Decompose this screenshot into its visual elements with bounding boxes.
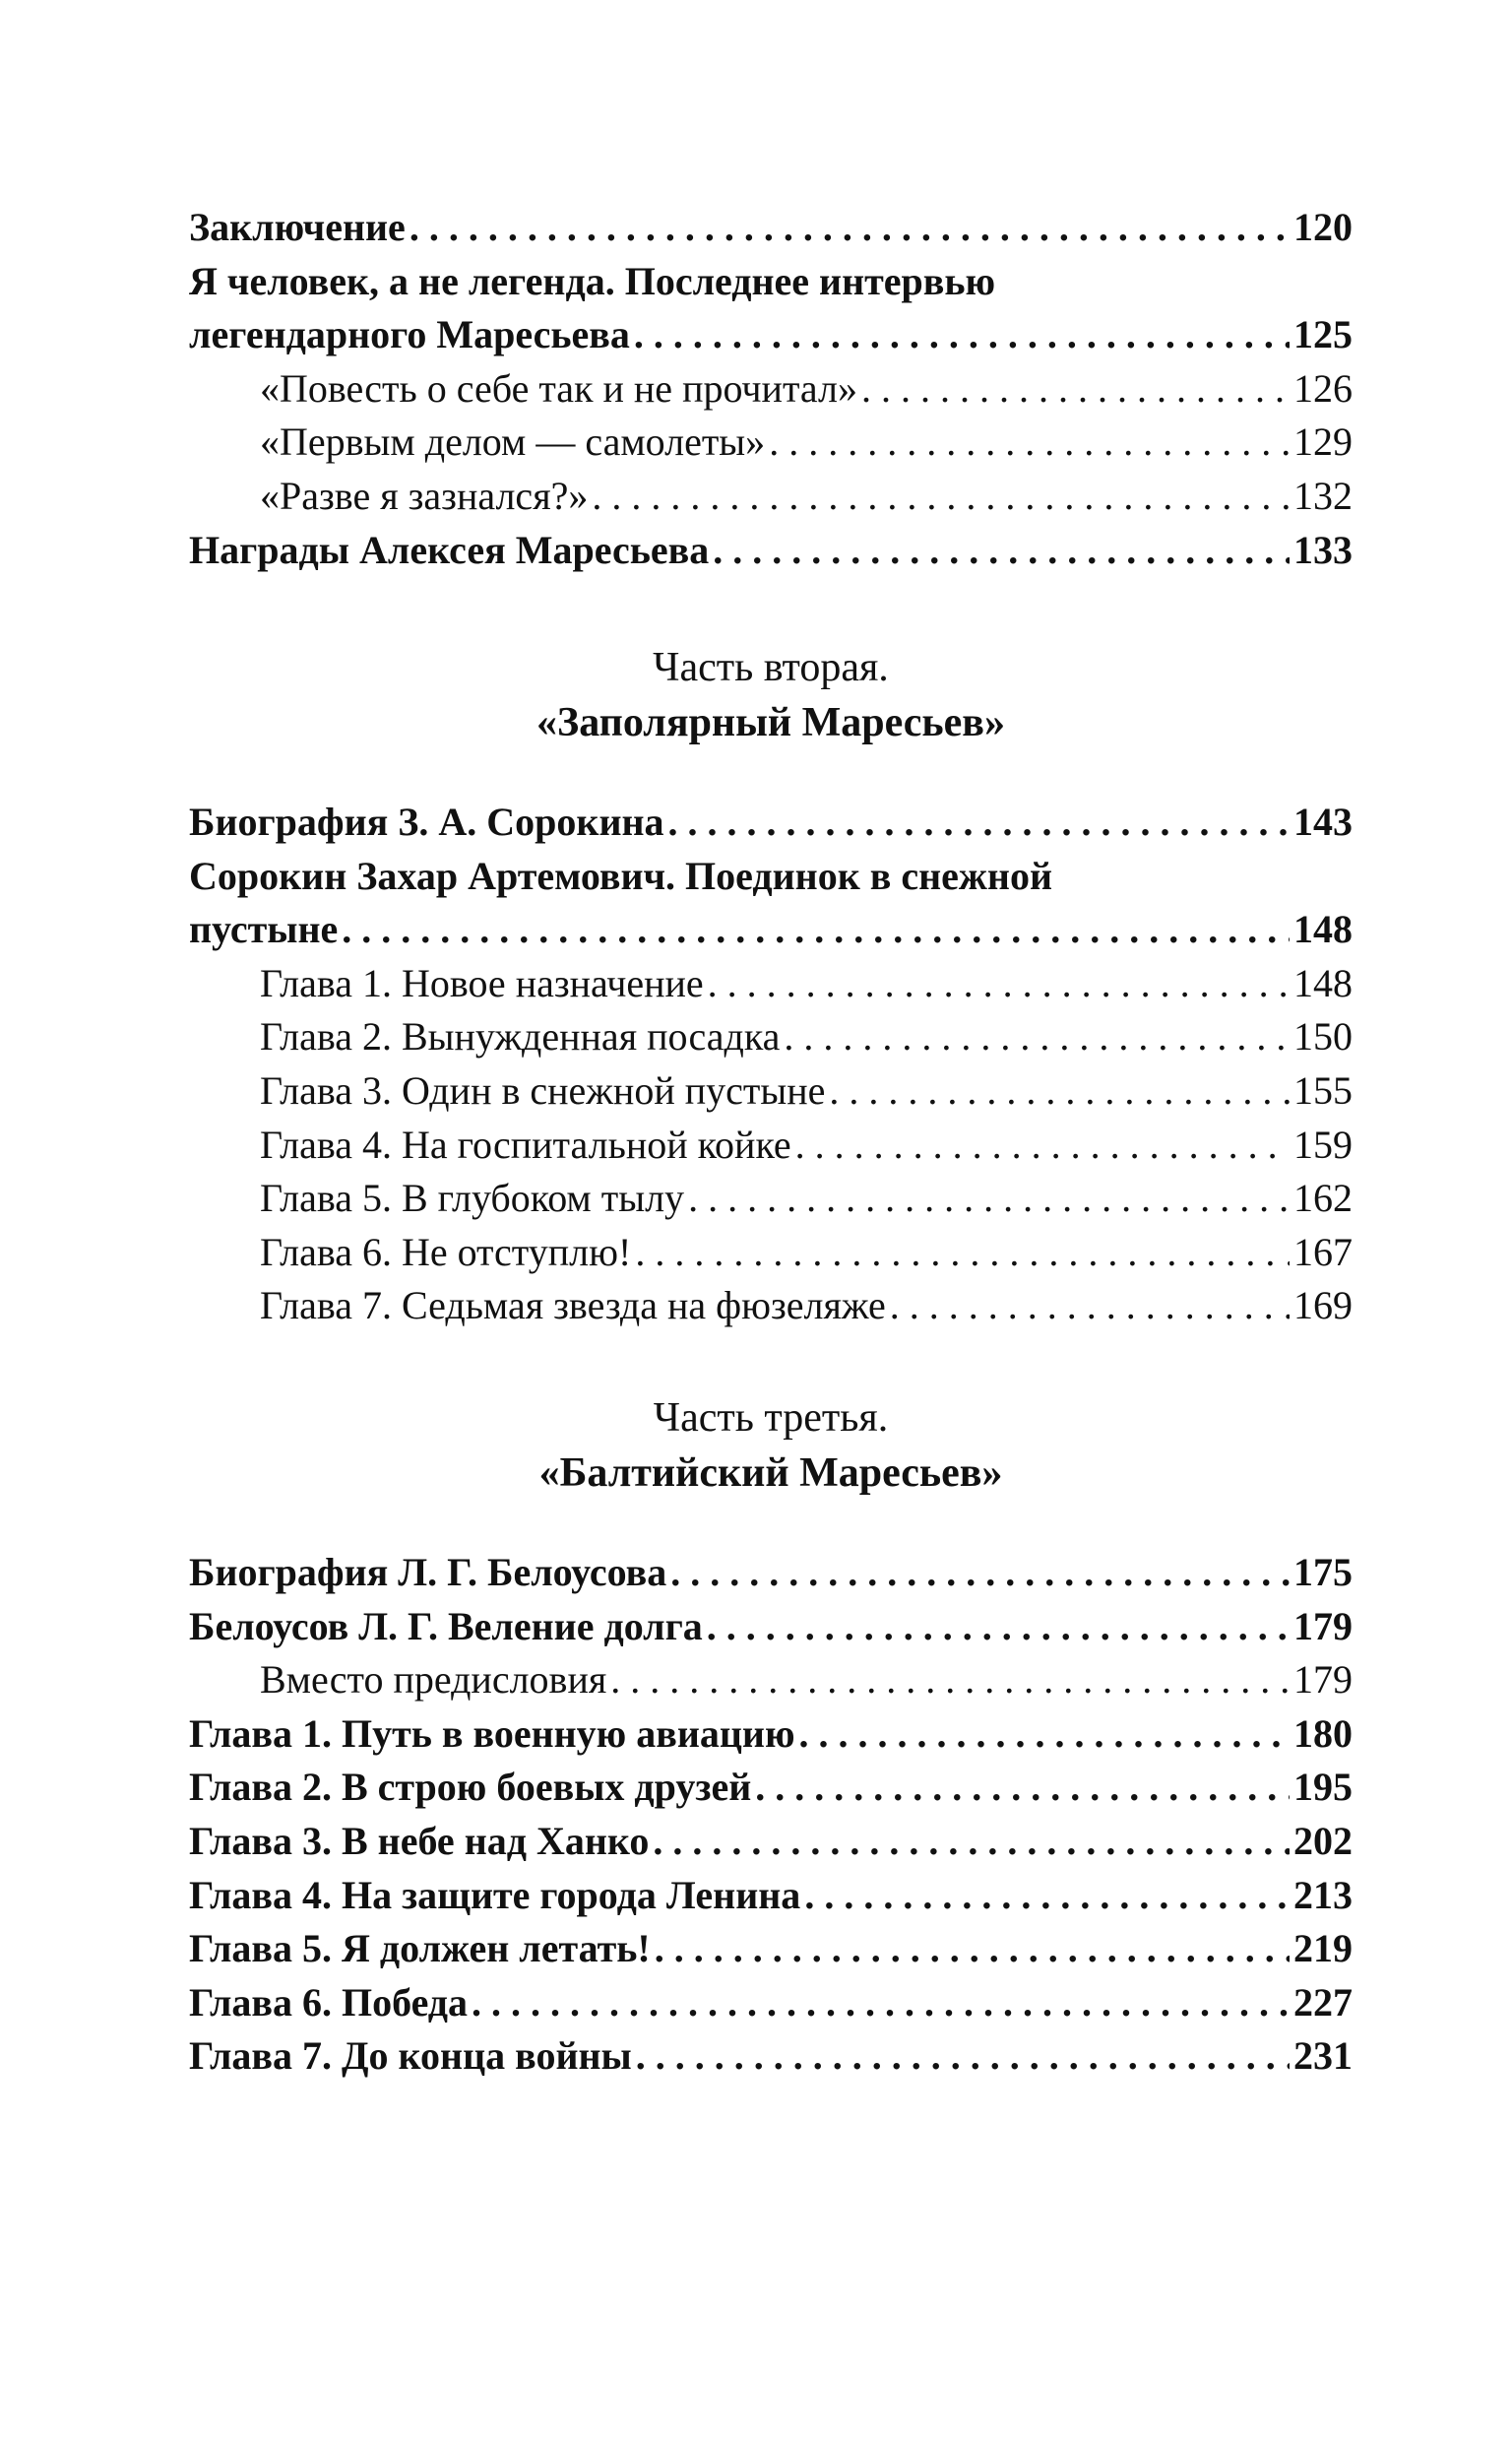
toc-entry-title: Глава 2. Вынужденная посадка	[260, 1014, 781, 1060]
toc-entry	[189, 1922, 1353, 1976]
toc-entry	[189, 1010, 1353, 1064]
toc-entry	[189, 957, 1353, 1011]
toc-entry-page-number: 195	[1293, 1765, 1353, 1810]
dot-leader	[707, 1600, 1290, 1654]
toc-entry	[189, 1653, 1353, 1707]
toc-entry-page-number: 143	[1293, 800, 1353, 844]
toc-entry	[189, 416, 1353, 470]
toc-entry-title: Глава 6. Победа	[189, 1979, 469, 2025]
toc-entry-title: Заключение	[189, 205, 406, 249]
toc-entry-page-number: 120	[1293, 205, 1353, 249]
toc-entry-title: «Первым делом — самолеты»	[260, 419, 766, 465]
toc-entry	[189, 255, 1353, 362]
toc-entry-page-number: 126	[1293, 365, 1353, 411]
toc-entry-title: Глава 1. Путь в военную авиацию	[189, 1710, 795, 1756]
toc-entry-title: Глава 2. В строю боевых друзей	[189, 1765, 752, 1810]
dot-leader	[670, 1546, 1290, 1600]
part-two-title: «Заполярный Маресьев»	[536, 700, 1005, 745]
dot-leader	[653, 1815, 1290, 1869]
toc-entry	[189, 1761, 1353, 1815]
dot-leader	[890, 1279, 1290, 1333]
toc-entry	[189, 524, 1353, 578]
toc-entry	[189, 1976, 1353, 2030]
toc-entry-title: Награды Алексея Маресьева	[189, 527, 710, 572]
dot-leader	[755, 1761, 1290, 1815]
toc-entry-page-number: 148	[1293, 907, 1353, 952]
toc-entry-page-number: 227	[1293, 1979, 1353, 2025]
toc-entry-title: Белоусов Л. Г. Веление долга	[189, 1603, 703, 1648]
dot-leader	[635, 1226, 1290, 1280]
dot-leader	[713, 524, 1290, 578]
toc-entry-page-number: 180	[1293, 1710, 1353, 1756]
dot-leader	[829, 1064, 1290, 1119]
toc-entry-title: Глава 1. Новое назначение	[260, 960, 704, 1005]
toc-entry-title: Биография З. А. Сорокина	[189, 800, 664, 844]
dot-leader	[708, 957, 1290, 1011]
toc-entry-page-number: 213	[1293, 1872, 1353, 1917]
toc-entry-page-number: 231	[1293, 2033, 1353, 2079]
toc-entry	[189, 1869, 1353, 1923]
toc-entry	[189, 2029, 1353, 2084]
toc-entry-page-number: 167	[1293, 1229, 1353, 1274]
toc-entry	[189, 1119, 1353, 1173]
toc-entry	[189, 201, 1353, 255]
toc-entry-page-number: 159	[1293, 1122, 1353, 1167]
part-two-heading	[189, 640, 1353, 750]
dot-leader	[795, 1119, 1290, 1173]
toc-entry-title: Вместо предисловия	[260, 1657, 607, 1703]
toc-entry	[189, 1064, 1353, 1119]
toc-block-1	[189, 201, 1353, 577]
toc-entry-page-number: 179	[1293, 1603, 1353, 1648]
dot-leader	[668, 796, 1290, 850]
toc-entry	[189, 850, 1353, 957]
toc-entry-page-number: 155	[1293, 1067, 1353, 1113]
toc-block-3	[189, 1546, 1353, 2084]
toc-entry	[189, 1546, 1353, 1600]
toc-entry-page-number: 175	[1293, 1550, 1353, 1594]
toc-entry-page-number: 133	[1293, 527, 1353, 572]
part-three-heading	[189, 1390, 1353, 1501]
dot-leader	[636, 2029, 1290, 2084]
toc-entry-page-number: 132	[1293, 473, 1353, 518]
toc-entry-title: Глава 4. На защите города Ленина	[189, 1872, 801, 1917]
toc-entry-title-line1: Сорокин Захар Артемович. Поединок в снежной	[189, 853, 1053, 898]
toc-entry-title: Глава 4. На госпитальной койке	[260, 1122, 791, 1167]
toc-entry-title: Глава 3. В небе над Ханко	[189, 1818, 650, 1863]
toc-entry-page-number: 129	[1293, 419, 1353, 465]
toc-entry	[189, 1600, 1353, 1654]
toc-entry-page-number: 162	[1293, 1176, 1353, 1221]
toc-entry-page-number: 125	[1293, 312, 1353, 357]
toc-entry	[189, 470, 1353, 524]
toc-entry-page-number: 219	[1293, 1926, 1353, 1971]
toc-entry-page-number: 150	[1293, 1014, 1353, 1060]
toc-entry	[189, 1707, 1353, 1762]
toc-block-2	[189, 796, 1353, 1333]
dot-leader	[655, 1922, 1290, 1976]
toc-entry	[189, 1226, 1353, 1280]
toc-entry-title: «Повесть о себе так и не прочитал»	[260, 365, 857, 411]
dot-leader	[799, 1707, 1290, 1762]
dot-leader	[472, 1976, 1290, 2030]
toc-entry-title: Глава 7. До конца войны	[189, 2033, 632, 2079]
toc-entry-title-line1: Я человек, а не легенда. Последнее интервью	[189, 258, 996, 303]
toc-entry	[189, 1815, 1353, 1869]
toc-entry-title: Глава 6. Не отступлю!	[260, 1229, 632, 1274]
toc-entry	[189, 1172, 1353, 1226]
part-three-label: Часть третья.	[653, 1395, 889, 1441]
dot-leader	[342, 903, 1290, 957]
toc-entry-page-number: 202	[1293, 1818, 1353, 1863]
toc-entry-title: пустыне	[189, 907, 339, 952]
dot-leader	[804, 1869, 1290, 1923]
dot-leader	[784, 1010, 1290, 1064]
dot-leader	[688, 1172, 1290, 1226]
dot-leader	[634, 308, 1290, 362]
toc-entry-page-number: 148	[1293, 960, 1353, 1005]
toc-entry-title: Глава 3. Один в снежной пустыне	[260, 1067, 826, 1113]
dot-leader	[610, 1653, 1290, 1707]
dot-leader	[410, 201, 1290, 255]
toc-entry-title: Глава 7. Седьмая звезда на фюзеляже	[260, 1283, 886, 1328]
dot-leader	[769, 416, 1290, 470]
toc-entry-page-number: 179	[1293, 1657, 1353, 1703]
dot-leader	[861, 362, 1290, 417]
part-two-label: Часть вторая.	[653, 645, 889, 690]
toc-entry-page-number: 169	[1293, 1283, 1353, 1328]
dot-leader	[592, 470, 1290, 524]
part-three-title: «Балтийский Маресьев»	[538, 1450, 1003, 1496]
toc-entry-title: Биография Л. Г. Белоусова	[189, 1550, 667, 1594]
toc-entry	[189, 362, 1353, 417]
toc-entry-title: легендарного Маресьева	[189, 312, 630, 357]
toc-entry	[189, 796, 1353, 850]
toc-entry-title: Глава 5. В глубоком тылу	[260, 1176, 685, 1221]
toc-entry	[189, 1279, 1353, 1333]
toc-entry-title: Глава 5. Я должен летать!	[189, 1926, 651, 1971]
toc-entry-title: «Разве я зазнался?»	[260, 473, 589, 518]
